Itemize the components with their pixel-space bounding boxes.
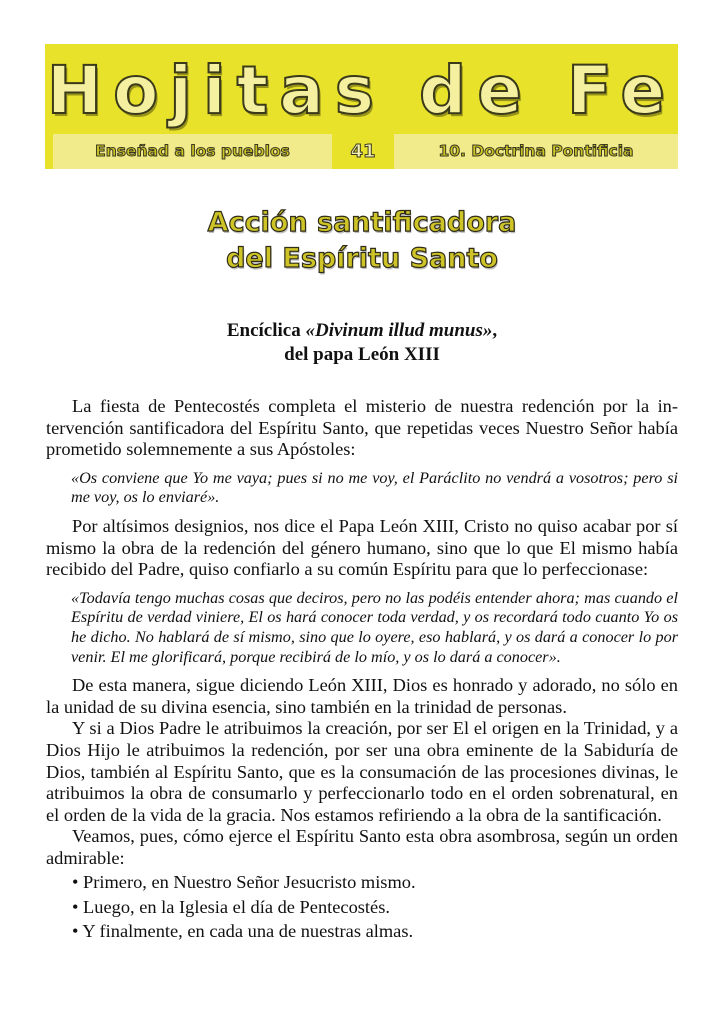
subtitle-line-2: del papa León XIII	[284, 344, 440, 365]
paragraph: Veamos, pues, cómo ejerce el Espíritu Santo esta obra asombrosa, según un orden admirable:	[46, 826, 678, 868]
article-title-line-1: Acción santificadora	[207, 207, 517, 238]
subtitle-line-1	[0, 319, 724, 343]
paragraph: Por altísimos designios, nos dice el Papa León XIII, Cristo no quiso acabar por sí mismo la obra de la redención del género humano, sino que lo que El mismo había recibido del Padre, quiso confiarlo a su común Espíritu para que lo perfeccionase:	[46, 515, 678, 580]
list-item: • Luego, en la Iglesia el día de Pentecostés.	[72, 896, 390, 917]
article-title	[0, 205, 724, 277]
scripture-quote: «Os conviene que Yo me vaya; pues si no me voy, el Paráclito no vendrá a vosotros; pero si me voy, os lo enviaré».	[71, 468, 678, 507]
issue-number: 41	[337, 134, 389, 169]
section-label: 10. Doctrina Pontificia	[394, 134, 678, 169]
series-label: Enseñad a los pueblos	[53, 134, 332, 169]
subtitle-prefix: Encíclica	[226, 320, 306, 341]
encyclical-name: «Divinum illud munus»	[305, 320, 493, 341]
article-subtitle	[0, 319, 724, 367]
list-item: • Y finalmente, en cada una de nuestras almas.	[72, 921, 414, 942]
subtitle-suffix: ,	[492, 320, 498, 341]
header-banner	[45, 44, 678, 169]
article-body	[46, 396, 678, 943]
scripture-quote: «Todavía tengo muchas cosas que deciros, pero no las podéis entender ahora; mas cuando el Espíritu de verdad viniere, El os hará conocer toda verdad, y os recordará todo cuanto Yo os he dicho. No hablará de sí mismo, sino que lo oyere, eso hablará, y os dará a conocer lo por venir. El me glorificará, porque recibirá de lo mío, y os lo dará a conocer».	[71, 588, 678, 666]
paragraph: De esta manera, sigue diciendo León XIII, Dios es honrado y adorado, no sólo en la unidad de su divina esencia, sino también en la trinidad de personas.	[46, 675, 678, 717]
paragraph: La fiesta de Pentecostés completa el misterio de nuestra redención por la intervención santificadora del Espíritu Santo, que repetidas veces Nuestro Señor había prometido solemnemente a sus Apóstoles:	[46, 396, 678, 460]
article-title-line-2: del Espíritu Santo	[226, 243, 498, 274]
publication-title: Hojitas de Fe	[46, 52, 677, 129]
list-item: • Primero, en Nuestro Señor Jesucristo mismo.	[72, 872, 416, 893]
paragraph: Y si a Dios Padre le atribuimos la creación, por ser El el origen en la Trinidad, y a Dios Hijo le atribuimos la redención, por ser una obra eminente de la Sabiduría de Dios, también al Espíritu Santo, que es la consumación de las procesiones divinas, le atribuimos la obra de consumarlo y perfeccionarlo todo en el orden sobrenatural, en el orden de la vida de la gracia. Nos estamos refiriendo a la obra de la santificación.	[46, 718, 678, 825]
header-strip	[45, 134, 678, 169]
